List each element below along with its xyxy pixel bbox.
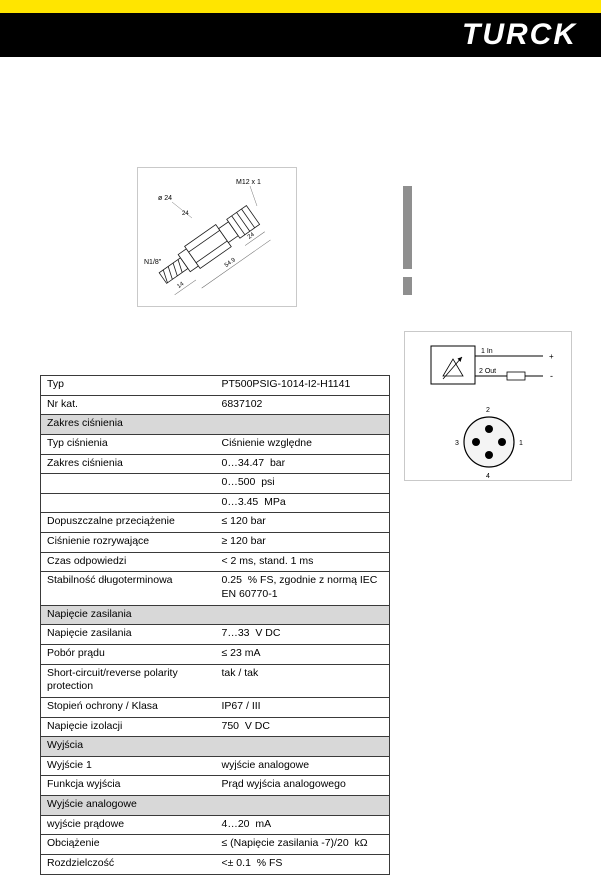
spec-value: ≤ 23 mA bbox=[216, 644, 390, 664]
spec-value: Prąd wyjścia analogowego bbox=[216, 776, 390, 796]
section-title: Wyjście analogowe bbox=[41, 796, 390, 816]
dim-549-label: 54.9 bbox=[223, 257, 237, 269]
spec-value: <± 0.1 % FS bbox=[216, 855, 390, 875]
table-row bbox=[41, 474, 390, 494]
section-title: Wyjścia bbox=[41, 737, 390, 757]
pin4-label: 4 bbox=[486, 473, 490, 480]
spec-value: 750 V DC bbox=[216, 717, 390, 737]
spec-value: IP67 / III bbox=[216, 697, 390, 717]
pinout-diagram bbox=[455, 407, 523, 480]
spec-value: 0…34.47 bar bbox=[216, 454, 390, 474]
spec-label: Obciążenie bbox=[41, 835, 216, 855]
spec-value: 0.25 % FS, zgodnie z normą IEC EN 60770-1 bbox=[216, 572, 390, 605]
spec-value: < 2 ms, stand. 1 ms bbox=[216, 552, 390, 572]
spec-label bbox=[41, 474, 216, 494]
spec-label: Stabilność długoterminowa bbox=[41, 572, 216, 605]
pin2-label: 2 bbox=[486, 407, 490, 414]
wiring-diagram-box bbox=[404, 331, 572, 481]
header-bar bbox=[0, 13, 601, 57]
spec-label: Zakres ciśnienia bbox=[41, 454, 216, 474]
brand-logo: TURCK bbox=[462, 18, 577, 51]
spec-value: tak / tak bbox=[216, 664, 390, 697]
spec-value: 6837102 bbox=[216, 395, 390, 415]
spec-label: Wyjście 1 bbox=[41, 756, 216, 776]
table-row bbox=[41, 644, 390, 664]
spec-value: wyjście analogowe bbox=[216, 756, 390, 776]
section-row bbox=[41, 737, 390, 757]
plus-terminal: + bbox=[549, 352, 554, 361]
table-row bbox=[41, 776, 390, 796]
spec-label: Napięcie izolacji bbox=[41, 717, 216, 737]
spec-value: 4…20 mA bbox=[216, 815, 390, 835]
pin3-label: 3 bbox=[455, 440, 459, 447]
sensor-drawing bbox=[138, 168, 296, 306]
header-accent-bar bbox=[0, 0, 601, 13]
spec-label: Typ bbox=[41, 376, 216, 396]
wiring-diagram bbox=[405, 332, 571, 480]
spec-label: Ciśnienie rozrywające bbox=[41, 533, 216, 553]
spec-value: ≤ 120 bar bbox=[216, 513, 390, 533]
spec-table bbox=[40, 375, 390, 875]
wire1-label: 1 In bbox=[481, 348, 493, 355]
table-row bbox=[41, 552, 390, 572]
spec-value: 0…500 psi bbox=[216, 474, 390, 494]
table-row bbox=[41, 376, 390, 396]
spec-value: Ciśnienie względne bbox=[216, 434, 390, 454]
spec-table-body bbox=[41, 376, 390, 875]
vertical-marking-strip-small bbox=[403, 277, 412, 295]
spec-label: Napięcie zasilania bbox=[41, 625, 216, 645]
table-row bbox=[41, 572, 390, 605]
table-row bbox=[41, 855, 390, 875]
table-row bbox=[41, 513, 390, 533]
table-row bbox=[41, 756, 390, 776]
table-row bbox=[41, 493, 390, 513]
thread-label: N1/8" bbox=[144, 259, 162, 266]
spec-value: PT500PSIG-1014-I2-H1141 bbox=[216, 376, 390, 396]
table-row bbox=[41, 835, 390, 855]
section-row bbox=[41, 415, 390, 435]
m12-label: M12 x 1 bbox=[236, 179, 261, 186]
load-resistor bbox=[507, 372, 525, 380]
product-drawing-box bbox=[137, 167, 297, 307]
section-row bbox=[41, 605, 390, 625]
spec-label: Dopuszczalne przeciążenie bbox=[41, 513, 216, 533]
table-row bbox=[41, 664, 390, 697]
spec-label: Funkcja wyjścia bbox=[41, 776, 216, 796]
spec-value: ≤ (Napięcie zasilania -7)/20 kΩ bbox=[216, 835, 390, 855]
table-row bbox=[41, 395, 390, 415]
table-row bbox=[41, 625, 390, 645]
table-row bbox=[41, 717, 390, 737]
spec-label: Stopień ochrony / Klasa bbox=[41, 697, 216, 717]
table-row bbox=[41, 454, 390, 474]
spec-value: 0…3.45 MPa bbox=[216, 493, 390, 513]
spec-value: ≥ 120 bar bbox=[216, 533, 390, 553]
spec-label: Rozdzielczość bbox=[41, 855, 216, 875]
spec-label: wyjście prądowe bbox=[41, 815, 216, 835]
vertical-marking-strip bbox=[403, 186, 412, 269]
table-row bbox=[41, 434, 390, 454]
pin1-label: 1 bbox=[519, 440, 523, 447]
table-row bbox=[41, 533, 390, 553]
section-title: Zakres ciśnienia bbox=[41, 415, 390, 435]
dim-24-label: 24 bbox=[246, 231, 256, 241]
spec-label: Typ ciśnienia bbox=[41, 434, 216, 454]
spec-label: Nr kat. bbox=[41, 395, 216, 415]
table-row bbox=[41, 815, 390, 835]
minus-terminal: - bbox=[550, 371, 553, 381]
dim-14-label: 14 bbox=[176, 281, 186, 291]
spec-label: Pobór prądu bbox=[41, 644, 216, 664]
section-title: Napięcie zasilania bbox=[41, 605, 390, 625]
section-row bbox=[41, 796, 390, 816]
spec-value: 7…33 V DC bbox=[216, 625, 390, 645]
dia24-label: ø 24 bbox=[158, 195, 173, 202]
spec-label: Short-circuit/reverse polarity protection bbox=[41, 664, 216, 697]
table-row bbox=[41, 697, 390, 717]
spec-label: Czas odpowiedzi bbox=[41, 552, 216, 572]
wire2-label: 2 Out bbox=[479, 368, 497, 375]
hex24-label: 24 bbox=[182, 211, 189, 217]
spec-label bbox=[41, 493, 216, 513]
